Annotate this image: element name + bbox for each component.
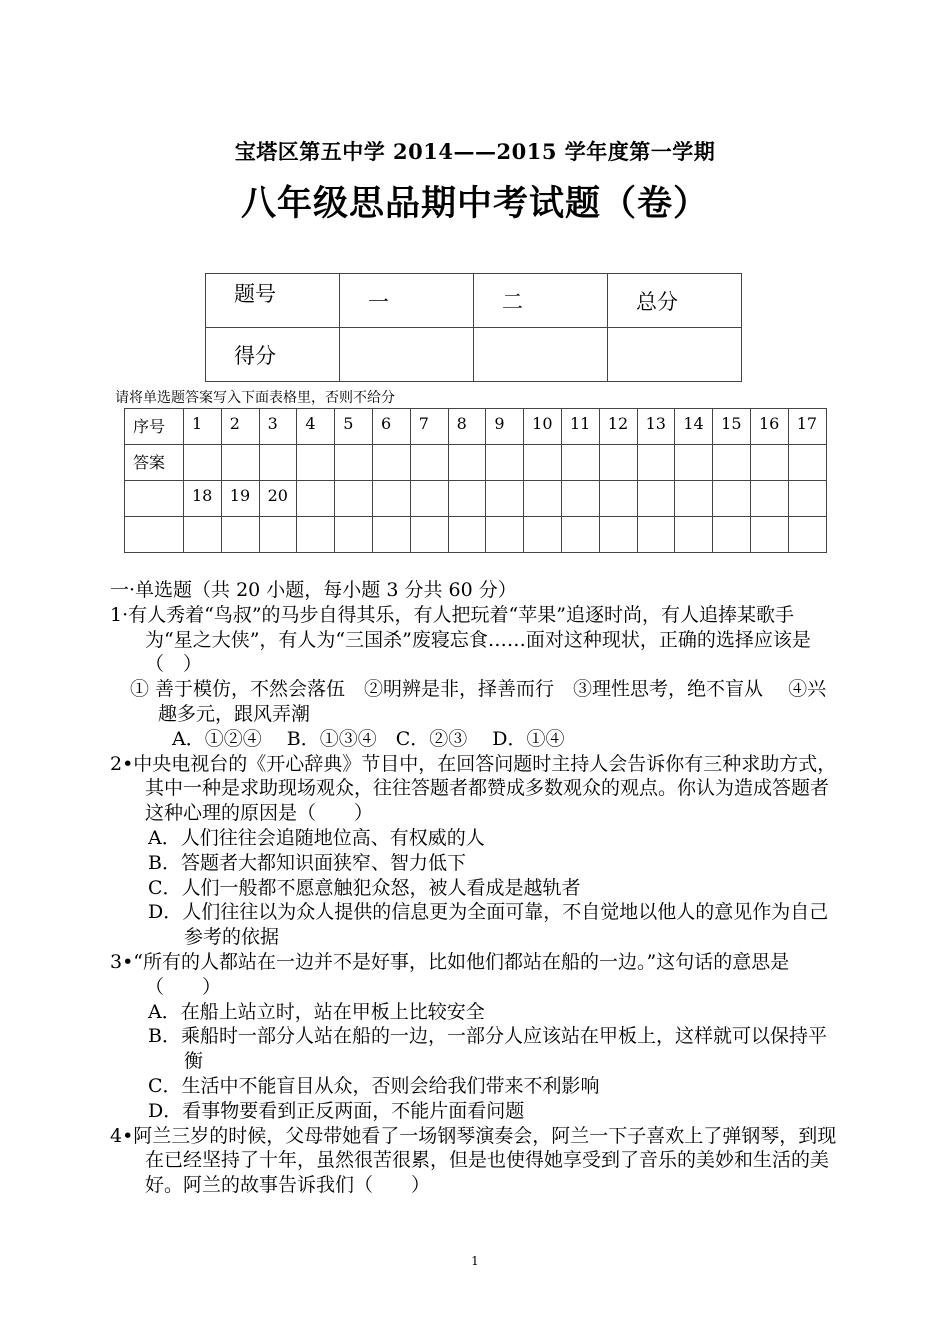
answer-number: 9 bbox=[486, 409, 524, 445]
answer-cell[interactable] bbox=[448, 445, 486, 481]
empty-cell bbox=[750, 517, 788, 553]
empty-cell bbox=[713, 517, 751, 553]
answer-number: 13 bbox=[637, 409, 675, 445]
answer-cell[interactable] bbox=[524, 445, 562, 481]
answer-cell[interactable] bbox=[372, 445, 410, 481]
question-3-option-c: C．生活中不能盲目从众，否则会给我们带来不利影响 bbox=[148, 1074, 600, 1097]
answer-table bbox=[124, 408, 827, 553]
question-3-option-d: D．看事物要看到正反两面，不能片面看问题 bbox=[148, 1099, 525, 1122]
question-3-stem: 3•“所有的人都站在一边并不是好事，比如他们都站在船的一边。”这句话的意思是（ ） bbox=[110, 950, 790, 998]
empty-cell bbox=[410, 481, 448, 517]
empty-cell bbox=[335, 517, 373, 553]
answer-cell[interactable] bbox=[184, 517, 222, 553]
answer-number: 5 bbox=[335, 409, 373, 445]
answer-number: 3 bbox=[259, 409, 297, 445]
question-1-stem: 1·有人秀着“鸟叔”的马步自得其乐，有人把玩着“苹果”追逐时尚，有人追捧某歌手为“星之大侠”，有人为“三国杀”废寝忘食……面对这种现状，正确的选择应该是（ ） bbox=[110, 603, 811, 676]
score-input-total[interactable] bbox=[608, 328, 742, 382]
answer-number: 11 bbox=[561, 409, 599, 445]
question-2-option-d: D．人们往往以为众人提供的信息更为全面可靠，不自觉地以他人的意见作为自己参考的依据 bbox=[148, 901, 829, 949]
empty-cell bbox=[335, 481, 373, 517]
answer-cell[interactable] bbox=[410, 445, 448, 481]
empty-cell bbox=[524, 517, 562, 553]
answer-header-label: 序号 bbox=[125, 409, 184, 445]
answer-number: 18 bbox=[184, 481, 222, 517]
answer-instruction: 请将单选题答案写入下面表格里，否则不给分 bbox=[115, 390, 395, 406]
exam-school-title: 宝塔区第五中学 2014——2015 学年度第一学期 bbox=[234, 139, 716, 164]
answer-cell[interactable] bbox=[221, 445, 259, 481]
question-1-choices: A．①②④ B．①③④ C．②③ D．①④ bbox=[172, 727, 565, 750]
question-1-items: ① 善于模仿，不然会落伍 ②明辨是非，择善而行 ③理性思考，绝不盲从 ④兴趣多元，跟风弄潮 bbox=[130, 678, 827, 725]
score-table bbox=[205, 273, 742, 382]
empty-cell bbox=[524, 481, 562, 517]
answer-cell[interactable] bbox=[297, 445, 335, 481]
score-cell-total: 总分 bbox=[608, 274, 742, 328]
score-cell-label: 题号 bbox=[206, 274, 340, 328]
score-input-section1[interactable] bbox=[340, 328, 474, 382]
answer-number: 14 bbox=[675, 409, 713, 445]
answer-number: 20 bbox=[259, 481, 297, 517]
score-cell-section1: 一 bbox=[340, 274, 474, 328]
empty-cell bbox=[297, 517, 335, 553]
empty-cell bbox=[637, 517, 675, 553]
answer-number: 10 bbox=[524, 409, 562, 445]
answer-number: 16 bbox=[750, 409, 788, 445]
answer-cell[interactable] bbox=[675, 445, 713, 481]
empty-cell bbox=[675, 481, 713, 517]
answer-cell[interactable] bbox=[486, 445, 524, 481]
score-cell-section2: 二 bbox=[474, 274, 608, 328]
answer-cell[interactable] bbox=[259, 445, 297, 481]
page-number: 1 bbox=[471, 1254, 479, 1268]
answer-cell[interactable] bbox=[221, 517, 259, 553]
answer-table-answer-row-2 bbox=[125, 517, 827, 553]
answer-header-label-empty bbox=[125, 481, 184, 517]
answer-cell[interactable] bbox=[184, 445, 222, 481]
question-2-option-c: C．人们一般都不愿意触犯众怒，被人看成是越轨者 bbox=[148, 876, 581, 899]
answer-cell[interactable] bbox=[788, 445, 826, 481]
answer-number: 7 bbox=[410, 409, 448, 445]
empty-cell bbox=[599, 481, 637, 517]
answer-cell[interactable] bbox=[713, 445, 751, 481]
answer-number: 4 bbox=[297, 409, 335, 445]
score-row-label: 得分 bbox=[206, 328, 340, 382]
section-heading: 一·单选题（共 20 小题，每小题 3 分共 60 分） bbox=[110, 579, 517, 601]
question-2-stem: 2•中央电视台的《开心辞典》节目中，在回答问题时主持人会告诉你有三种求助方式，其中一种是求助现场观众，往往答题者都赞成多数观众的观点。你认为造成答题者这种心理的原因是（ ） bbox=[110, 752, 837, 825]
empty-cell bbox=[372, 481, 410, 517]
answer-table-number-row bbox=[125, 409, 827, 445]
exam-title: 八年级思品期中考试题（卷） bbox=[240, 183, 709, 224]
answer-cell[interactable] bbox=[561, 445, 599, 481]
answer-number: 8 bbox=[448, 409, 486, 445]
answer-number: 2 bbox=[221, 409, 259, 445]
answer-row-label: 答案 bbox=[125, 445, 184, 481]
empty-cell bbox=[125, 517, 184, 553]
question-2-option-b: B．答题者大都知识面狭窄、智力低下 bbox=[148, 851, 466, 874]
empty-cell bbox=[637, 481, 675, 517]
answer-cell[interactable] bbox=[599, 445, 637, 481]
score-table-score-row bbox=[206, 328, 742, 382]
answer-cell[interactable] bbox=[335, 445, 373, 481]
empty-cell bbox=[486, 481, 524, 517]
question-3-option-b: B．乘船时一部分人站在船的一边，一部分人应该站在甲板上，这样就可以保持平衡 bbox=[148, 1025, 827, 1073]
question-2-option-a: A．人们往往会追随地位高、有权威的人 bbox=[148, 826, 485, 849]
answer-number: 15 bbox=[713, 409, 751, 445]
answer-table-answer-row bbox=[125, 445, 827, 481]
answer-number: 6 bbox=[372, 409, 410, 445]
question-3-option-a: A．在船上站立时，站在甲板上比较安全 bbox=[148, 1000, 485, 1023]
answer-number: 19 bbox=[221, 481, 259, 517]
empty-cell bbox=[372, 517, 410, 553]
empty-cell bbox=[486, 517, 524, 553]
empty-cell bbox=[561, 517, 599, 553]
answer-number: 17 bbox=[788, 409, 826, 445]
empty-cell bbox=[448, 481, 486, 517]
empty-cell bbox=[675, 517, 713, 553]
answer-table-number-row-2 bbox=[125, 481, 827, 517]
answer-number: 1 bbox=[184, 409, 222, 445]
empty-cell bbox=[410, 517, 448, 553]
answer-cell[interactable] bbox=[750, 445, 788, 481]
score-table-header-row bbox=[206, 274, 742, 328]
empty-cell bbox=[788, 481, 826, 517]
empty-cell bbox=[448, 517, 486, 553]
question-body bbox=[110, 578, 840, 1198]
answer-cell[interactable] bbox=[637, 445, 675, 481]
answer-number: 12 bbox=[599, 409, 637, 445]
score-input-section2[interactable] bbox=[474, 328, 608, 382]
empty-cell bbox=[561, 481, 599, 517]
empty-cell bbox=[599, 517, 637, 553]
question-4-stem: 4•阿兰三岁的时候，父母带她看了一场钢琴演奏会，阿兰一下子喜欢上了弹钢琴，到现在已经坚持了十年，虽然很苦很累，但是也使得她享受到了音乐的美妙和生活的美好。阿兰的故事告诉我们（ ） bbox=[110, 1124, 837, 1197]
empty-cell bbox=[788, 517, 826, 553]
answer-cell[interactable] bbox=[259, 517, 297, 553]
empty-cell bbox=[713, 481, 751, 517]
empty-cell bbox=[750, 481, 788, 517]
empty-cell bbox=[297, 481, 335, 517]
